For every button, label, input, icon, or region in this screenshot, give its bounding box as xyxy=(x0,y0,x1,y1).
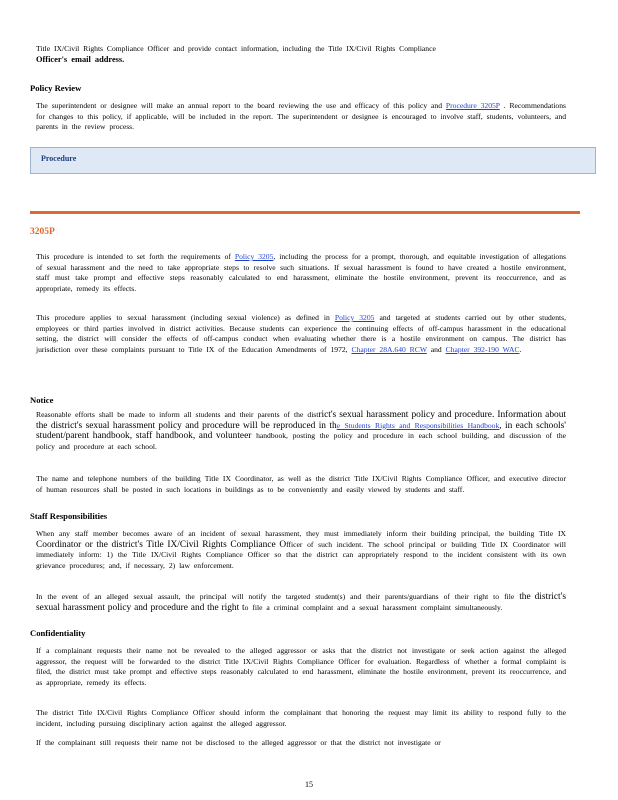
policy-review-heading: Policy Review xyxy=(30,83,82,93)
policy-3205-link-2[interactable]: Policy 3205 xyxy=(334,313,375,322)
procedure-code-title: 3205P xyxy=(30,227,55,237)
notice-paragraph-1: Reasonable efforts shall be made to inform all students and their parents of the district's sexual harassment policy and procedure. Information about the district's sexual harassment policy and procedure will be reproduced in the Students Rights and Responsibilities Handbook, in each schools' student/parent handbook, staff handbook, and volunteer handbook, posting the policy and procedure in each school building, and discussion of the policy and procedure at each school. xyxy=(36,410,566,451)
confidentiality-paragraph-2: The district Title IX/Civil Rights Compliance Officer should inform the complainant that honoring the request may limit its ability to respond fully to the incident, including pursuing disciplinary action against the alleged aggressor. xyxy=(36,708,566,728)
staff-responsibilities-heading: Staff Responsibilities xyxy=(30,511,108,521)
staff-paragraph-2: In the event of an alleged sexual assault, the principal will notify the targeted student(s) and their parents/guardians of their right to file the district's sexual harassment policy and procedure and the right to file a criminal complaint and a sexual harassment complaint simultaneously. xyxy=(36,592,566,613)
chapter-28a640-rcw-link[interactable]: Chapter 28A.640 RCW xyxy=(351,344,427,354)
top-paragraph: Title IX/Civil Rights Compliance Officer and provide contact information, including the Title IX/Civil Rights Compliance Officer's email address. xyxy=(36,44,436,64)
intro-paragraph-1: This procedure is intended to set forth the requirements of Policy 3205, including the process for a prompt, thorough, and equitable investigation of allegations of sexual harassment and the need to take appropriate steps to resolve such situations. If sexual harassment is found to have created a hostile environment, staff must take prompt and effective steps reasonably calculated to end harassment, eliminate the hostile environment, prevent its reoccurrence, and as appropriate, remedy its effects. xyxy=(36,252,566,293)
notice-heading: Notice xyxy=(30,395,54,405)
section-divider xyxy=(30,211,580,214)
confidentiality-paragraph-3: If the complainant still requests their name not be disclosed to the alleged aggressor or that the district not investigate or xyxy=(36,738,441,747)
page-number: 15 xyxy=(305,780,313,789)
students-rights-handbook-link[interactable]: e Students Rights and Responsibilities Handbook xyxy=(336,420,500,430)
top-paragraph-line2: Officer's email address. xyxy=(36,54,125,64)
procedure-section-box xyxy=(30,147,596,174)
intro-paragraph-2: This procedure applies to sexual harassment (including sexual violence) as defined in Policy 3205 and targeted at students carried out by other students, employees or third parties involved in district activities. Because students can experience the continuing effects of off-campus harassment in the educational setting, the district will consider the effects of off-campus conduct when evaluating whether there is a hostile environment on campus. The district has jurisdiction over these complaints pursuant to Title IX of the Education Amendments of 1972, Chapter 28A.640 RCW and Chapter 392-190 WAC. xyxy=(36,313,566,354)
staff-paragraph-1: When any staff member becomes aware of an incident of sexual harassment, they must immediately inform their building principal, the building Title IX Coordinator or the district's Title IX/Civil Rights Compliance Officer of such incident. The school principal or building Title IX Coordinator will immediately inform: 1) the Title IX/Civil Rights Compliance Officer so that the district can appropriately respond to the incident consistent with its own grievance procedures; and, if necessary, 2) law enforcement. xyxy=(36,529,566,570)
confidentiality-heading: Confidentiality xyxy=(30,628,86,638)
procedure-3205p-link[interactable]: Procedure 3205P xyxy=(445,101,500,110)
chapter-392-190-wac-link[interactable]: Chapter 392-190 WAC xyxy=(445,344,520,354)
notice-paragraph-2: The name and telephone numbers of the building Title IX Coordinator, as well as the district Title IX/Civil Rights Compliance Officer, and executive director of human resources shall be posted in such locations in buildings as to be conveniently and easily viewed by students and staff. xyxy=(36,474,566,494)
policy-review-paragraph: The superintendent or designee will make an annual report to the board reviewing the use and efficacy of this policy and Procedure 3205P . Recommendations for changes to this policy, if applicable, will be included in the report. The superintendent or designee is encouraged to involve staff, students, volunteers, and parents in the review process. xyxy=(36,101,566,132)
confidentiality-paragraph-1: If a complainant requests their name not be revealed to the alleged aggressor or asks that the district not investigate or seek action against the alleged aggressor, the request will be forwarded to the district Title IX/Civil Rights Compliance Officer for evaluation. Regardless of whether a formal complaint is filed, the district must take prompt and effective steps reasonably calculated to end harassment, eliminate the hostile environment, prevent its reoccurrence, and as appropriate, remedy its effects. xyxy=(36,646,566,687)
policy-3205-link[interactable]: Policy 3205 xyxy=(234,252,274,261)
procedure-label: Procedure xyxy=(41,154,77,163)
